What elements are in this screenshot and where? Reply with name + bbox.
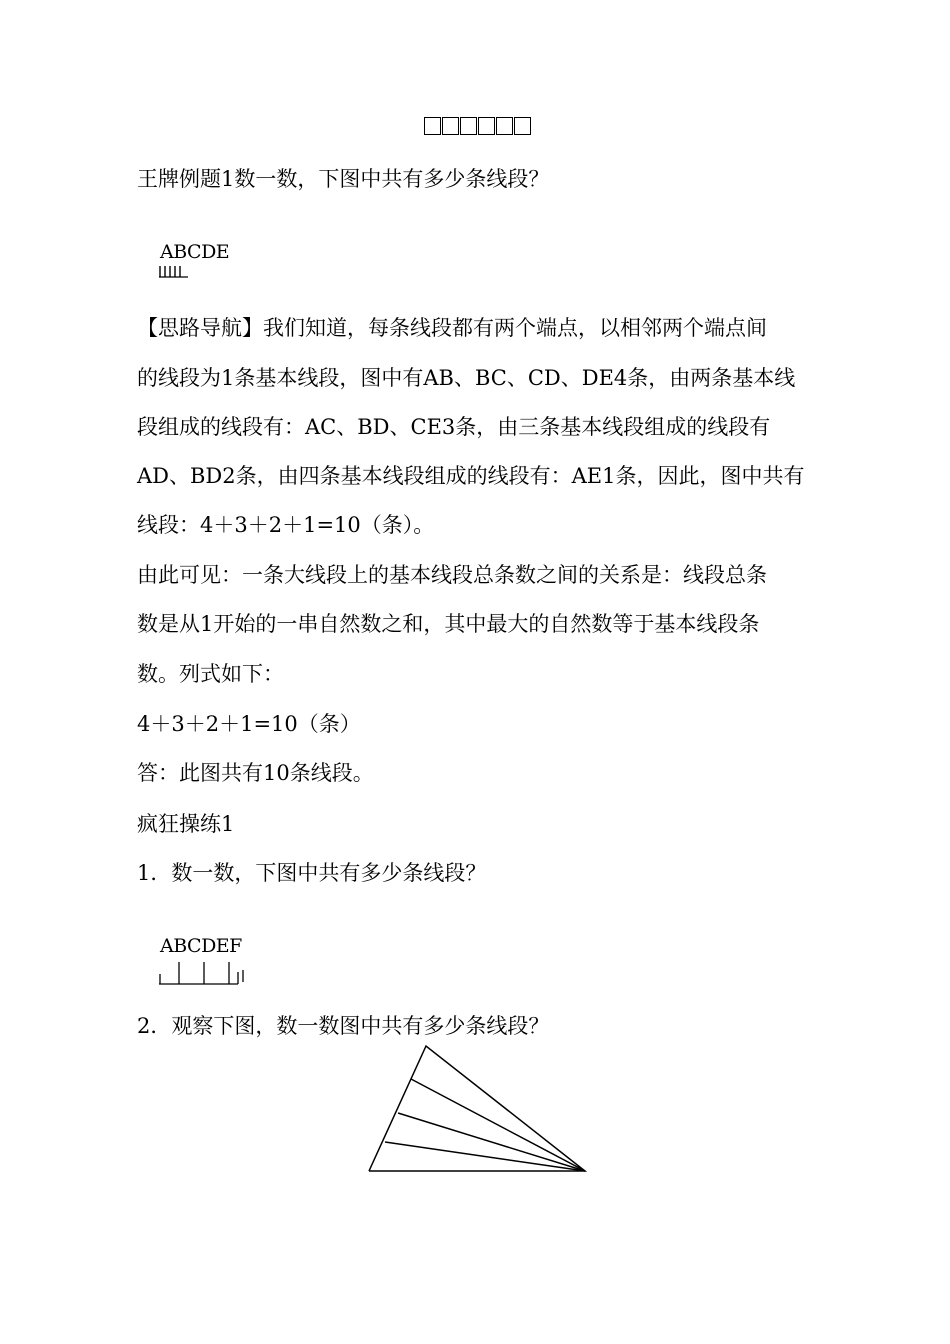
analysis-answer: 答：此图共有10条线段。 — [137, 761, 374, 785]
analysis-line-7: 数是从1开始的一串自然数之和，其中最大的自然数等于基本线段条 — [137, 612, 760, 636]
analysis-line-8: 数。列式如下： — [137, 662, 284, 686]
analysis-line-1: 【思路导航】我们知道，每条线段都有两个端点，以相邻两个端点间 — [137, 316, 767, 340]
triangle-figure — [360, 1040, 600, 1180]
analysis-line-6: 由此可见：一条大线段上的基本线段总条数之间的关系是：线段总条 — [137, 563, 767, 587]
figure1-segment — [158, 262, 198, 278]
analysis-line-2: 的线段为1条基本线段，图中有AB、BC、CD、DE4条，由两条基本线 — [137, 366, 796, 390]
page-title — [424, 117, 532, 135]
figure2-segment — [158, 958, 253, 986]
figure1-letters: ABCDE — [160, 241, 230, 263]
example-question: 王牌例题1数一数，下图中共有多少条线段？ — [137, 167, 550, 191]
analysis-line-5: 线段：4＋3＋2＋1=10（条）。 — [137, 513, 435, 537]
analysis-line-4: AD、BD2条，由四条基本线段组成的线段有：AE1条，因此，图中共有 — [137, 464, 805, 488]
analysis-line-3: 段组成的线段有：AC、BD、CE3条，由三条基本线段组成的线段有 — [137, 415, 771, 439]
practice-question-2: 2．观察下图，数一数图中共有多少条线段？ — [137, 1014, 550, 1038]
practice-heading: 疯狂操练1 — [137, 812, 235, 836]
analysis-formula: 4＋3＋2＋1=10（条） — [137, 712, 361, 736]
practice-question-1: 1．数一数，下图中共有多少条线段？ — [137, 861, 487, 885]
figure2-letters: ABCDEF — [160, 935, 242, 957]
